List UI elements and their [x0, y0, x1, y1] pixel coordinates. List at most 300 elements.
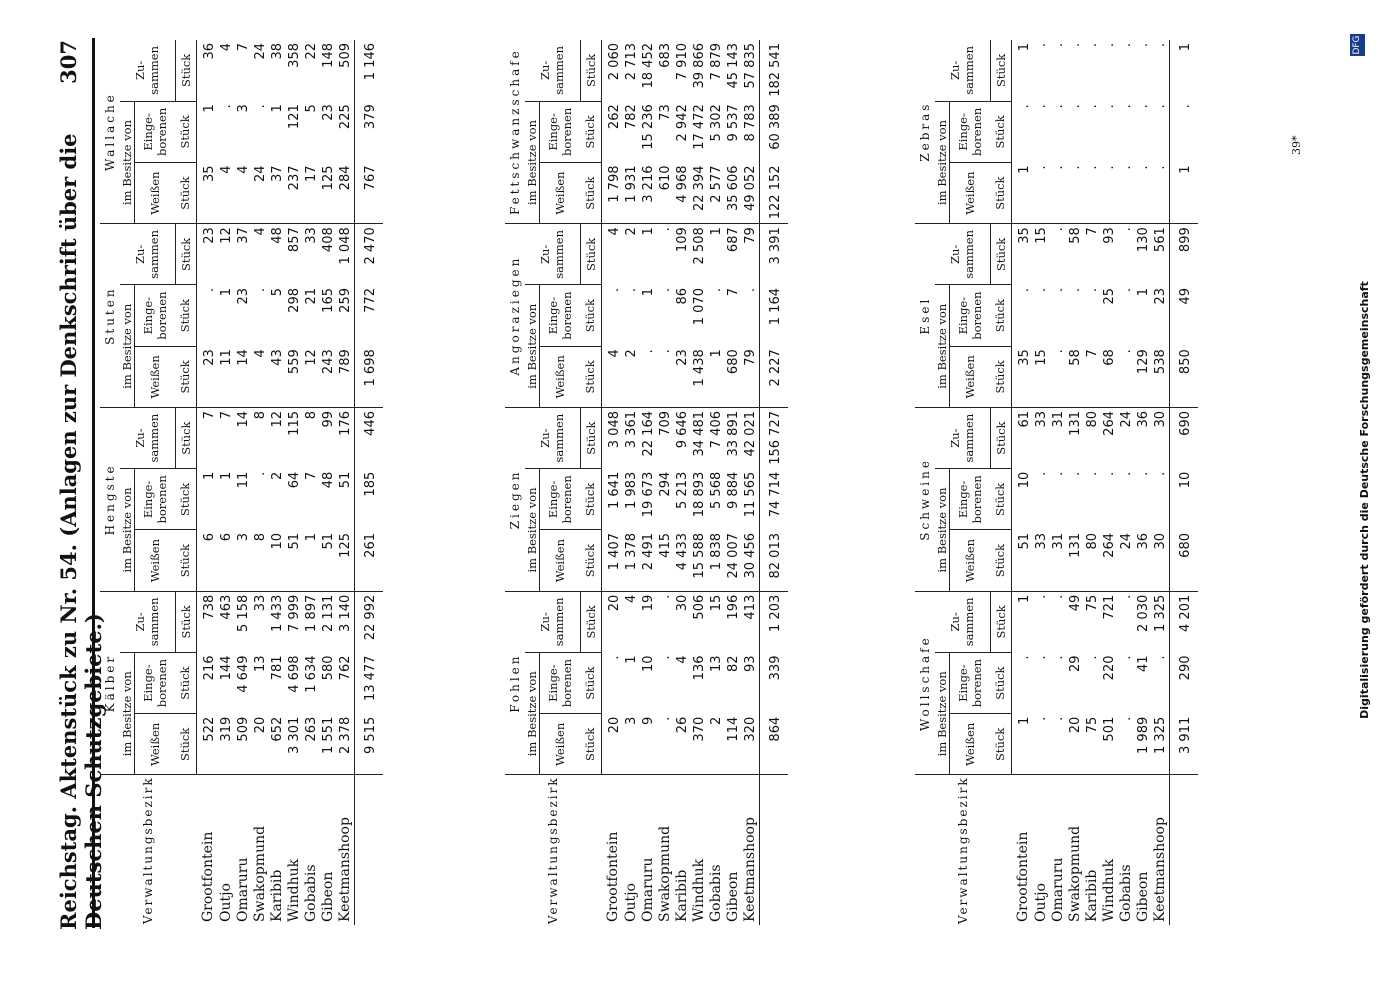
table-row — [252, 40, 269, 925]
besitz-header: im Besitze von — [120, 653, 135, 776]
cell-value: . — [201, 288, 217, 293]
cell-value: 1 897 — [303, 594, 319, 632]
cell-value: . — [1050, 471, 1066, 476]
cell-value: 7 — [725, 288, 741, 297]
cell-value: 4 — [674, 655, 690, 664]
unit-header: Stück — [990, 40, 1011, 101]
weissen-header: Weißen — [540, 530, 581, 591]
district-name: Swakopmund — [1067, 775, 1084, 925]
cell-value: . — [1067, 104, 1083, 109]
cell-value: 33 891 — [725, 411, 741, 457]
cell-value: 31 — [1050, 530, 1067, 591]
cell-value: 12 — [218, 227, 234, 244]
cell-value: 121 — [286, 104, 302, 130]
cell-value: 33 — [1033, 411, 1049, 428]
cell-value: 22 394 — [691, 163, 708, 224]
district-name: Keetmanshoop — [742, 775, 760, 925]
cell-value: 463 — [218, 594, 234, 620]
table-row — [623, 40, 640, 925]
cell-value: 15 236 — [640, 104, 656, 150]
district-name: Gobabis — [303, 775, 320, 925]
total-value: 1 — [1169, 40, 1198, 101]
cell-value: 75 — [1084, 594, 1100, 612]
cell-value: 1 048 — [337, 227, 353, 265]
zusammen-header: Zu-sammen — [525, 591, 580, 652]
cell-value: 51 — [337, 471, 353, 489]
cell-value: . — [1067, 43, 1083, 48]
cell-value: . — [1033, 288, 1049, 293]
cell-value: 24 007 — [725, 530, 742, 591]
cell-value: . — [1050, 594, 1066, 599]
group-header: Fohlen — [505, 591, 525, 775]
cell-value: 136 — [691, 655, 707, 681]
total-value: 1 164 — [759, 285, 788, 346]
cell-value: 782 — [623, 104, 639, 130]
cell-value: 6 — [196, 530, 218, 591]
cell-value: 23 — [1152, 288, 1168, 305]
cell-value: 22 — [303, 43, 319, 60]
total-value: 4 201 — [1169, 591, 1198, 652]
cell-value: 30 — [674, 594, 690, 612]
table-row — [303, 40, 320, 925]
cell-value: 129 — [1135, 346, 1152, 407]
cell-value: 3 301 — [286, 714, 303, 775]
district-name: Grootfontein — [196, 775, 218, 925]
cell-value: 216 — [201, 655, 217, 681]
cell-value: . — [1067, 471, 1083, 476]
cell-value: 680 — [725, 346, 742, 407]
group-header: Stuten — [100, 224, 120, 408]
digitization-note: Digitalisierung gefördert durch die Deutsche Forschungsgemeinschaft — [1358, 281, 1371, 719]
total-value: 1 698 — [354, 346, 383, 407]
cell-value: 1 641 — [606, 471, 622, 509]
cell-value: 2 060 — [606, 43, 622, 81]
district-name: Omaruru — [640, 775, 657, 925]
group-header: Kälber — [100, 591, 120, 775]
eingeborenen-header: Einge-borenen — [135, 285, 176, 346]
cell-value: 30 — [1152, 530, 1170, 591]
cell-value: . — [1135, 163, 1152, 224]
group-header: Wallache — [100, 40, 120, 224]
district-name: Swakopmund — [252, 775, 269, 925]
cell-value: . — [1033, 104, 1049, 109]
table-row — [235, 40, 252, 925]
cell-value: 501 — [1101, 714, 1118, 775]
totals-row — [1169, 40, 1198, 925]
cell-value: 14 — [235, 346, 252, 407]
total-value: 680 — [1169, 530, 1198, 591]
cell-value: 4 — [235, 163, 252, 224]
cell-value: 176 — [337, 411, 353, 436]
cell-value: 9 646 — [674, 411, 690, 449]
cell-value: . — [1050, 104, 1066, 109]
cell-value: 1 798 — [601, 163, 623, 224]
cell-value: 24 — [252, 163, 269, 224]
cell-value: 26 — [674, 714, 691, 775]
besitz-header: im Besitze von — [120, 285, 135, 408]
cell-value: 48 — [320, 471, 336, 489]
cell-value: 2 942 — [674, 104, 690, 142]
total-value: . — [1169, 101, 1198, 162]
cell-value: 82 — [725, 655, 741, 673]
total-value: 185 — [354, 469, 383, 530]
cell-value: 93 — [742, 655, 758, 673]
cell-value: 48 — [269, 227, 285, 244]
unit-header: Stück — [990, 469, 1011, 530]
eingeborenen-header: Einge-borenen — [135, 101, 176, 162]
cell-value: 1 — [201, 104, 217, 113]
besitz-header: im Besitze von — [120, 469, 135, 592]
cell-value: . — [1084, 288, 1100, 293]
total-value: 2 227 — [759, 346, 788, 407]
cell-value: 509 — [337, 43, 353, 68]
table-row — [674, 40, 691, 925]
cell-value: 1 — [708, 227, 724, 236]
cell-value: 7 999 — [286, 594, 302, 632]
cell-value: . — [640, 346, 657, 407]
cell-value: 319 — [218, 714, 235, 775]
cell-value: . — [657, 227, 673, 232]
total-value: 9 515 — [354, 714, 383, 775]
cell-value: 165 — [320, 288, 336, 313]
cell-value: . — [1033, 655, 1049, 660]
unit-header: Stück — [580, 224, 601, 285]
unit-header: Stück — [580, 530, 601, 591]
cell-value: 721 — [1101, 594, 1117, 620]
table-row — [1084, 40, 1101, 925]
cell-value: 10 — [1016, 471, 1032, 489]
cell-value: . — [1016, 655, 1032, 660]
district-name: Grootfontein — [601, 775, 623, 925]
cell-value: 683 — [657, 43, 673, 68]
total-value: 182 541 — [759, 40, 788, 101]
cell-value: 33 — [1033, 530, 1050, 591]
cell-value: 196 — [725, 594, 741, 620]
bezirk-header: Verwaltungsbezirk — [505, 775, 601, 925]
cell-value: 24 — [1118, 411, 1134, 428]
unit-header: Stück — [175, 163, 196, 224]
cell-value: 5 — [303, 104, 319, 113]
total-value: 82 013 — [759, 530, 788, 591]
unit-header: Stück — [580, 163, 601, 224]
cell-value: 1 989 — [1135, 714, 1152, 775]
total-value: 767 — [354, 163, 383, 224]
cell-value: 1 — [303, 530, 320, 591]
cell-value: 1 325 — [1152, 714, 1170, 775]
cell-value: 2 508 — [691, 227, 707, 265]
total-value: 49 — [1169, 285, 1198, 346]
cell-value: 4 433 — [674, 530, 691, 591]
cell-value: . — [1033, 594, 1049, 599]
cell-value: 1 — [1016, 43, 1032, 52]
cell-value: 42 021 — [742, 411, 758, 457]
cell-value: . — [1067, 163, 1084, 224]
cell-value: 86 — [674, 288, 690, 305]
district-name: Outjo — [218, 775, 235, 925]
cell-value: 415 — [657, 530, 674, 591]
unit-header: Stück — [175, 530, 196, 591]
unit-header: Stück — [175, 101, 196, 162]
unit-header: Stück — [175, 714, 196, 775]
totals-row — [354, 40, 383, 925]
besitz-header: im Besitze von — [120, 101, 135, 224]
zusammen-header: Zu-sammen — [935, 408, 990, 469]
unit-header: Stück — [990, 224, 1011, 285]
cell-value: . — [1118, 346, 1135, 407]
cell-value: 75 — [1084, 714, 1101, 775]
cell-value: . — [1101, 43, 1117, 48]
cell-value: 1 — [623, 655, 639, 664]
cell-value: 4 — [623, 594, 639, 604]
cell-value: 3 — [235, 104, 251, 113]
unit-header: Stück — [580, 591, 601, 652]
total-value: 1 146 — [354, 40, 383, 101]
cell-value: . — [1118, 471, 1134, 476]
cell-value: 262 — [606, 104, 622, 130]
unit-header: Stück — [580, 653, 601, 714]
cell-value: 4 968 — [674, 163, 691, 224]
cell-value: 7 — [1084, 346, 1101, 407]
unit-header: Stück — [990, 714, 1011, 775]
unit-header: Stück — [580, 346, 601, 407]
unit-header: Stück — [580, 714, 601, 775]
cell-value: 11 565 — [742, 471, 758, 518]
cell-value: . — [1016, 104, 1032, 109]
cell-value: 6 — [218, 530, 235, 591]
page-number: 307 — [56, 40, 81, 84]
cell-value: 5 — [269, 288, 285, 297]
cell-value: . — [1050, 288, 1066, 293]
total-value: 290 — [1169, 653, 1198, 714]
cell-value: 1 551 — [320, 714, 337, 775]
weissen-header: Weißen — [540, 714, 581, 775]
cell-value: 857 — [286, 227, 302, 253]
bezirk-header: Verwaltungsbezirk — [100, 775, 196, 925]
cell-value: . — [1084, 471, 1100, 476]
cell-value: 57 835 — [742, 43, 758, 89]
cell-value: 3 361 — [623, 411, 639, 449]
district-name: Karibib — [269, 775, 286, 925]
cell-value: 37 — [269, 163, 286, 224]
table-row — [320, 40, 337, 925]
cell-value: 1 838 — [708, 530, 725, 591]
cell-value: 35 — [1011, 346, 1033, 407]
page-mark: 39* — [1290, 135, 1303, 155]
cell-value: 370 — [691, 714, 708, 775]
table-row — [742, 40, 760, 925]
weissen-header: Weißen — [950, 530, 991, 591]
cell-value: 2 577 — [708, 163, 725, 224]
cell-value: 8 — [252, 411, 268, 420]
cell-value: 264 — [1101, 411, 1117, 436]
unit-header: Stück — [175, 469, 196, 530]
cell-value: 23 — [235, 288, 251, 305]
total-value: 22 992 — [354, 591, 383, 652]
district-name: Keetmanshoop — [1152, 775, 1170, 925]
cell-value: 5 302 — [708, 104, 724, 142]
besitz-header: im Besitze von — [525, 469, 540, 592]
cell-value: . — [1118, 288, 1134, 293]
eingeborenen-header: Einge-borenen — [540, 285, 581, 346]
table-row — [1101, 40, 1118, 925]
table-row — [601, 40, 623, 925]
cell-value: . — [1118, 163, 1135, 224]
cell-value: 298 — [286, 288, 302, 313]
weissen-header: Weißen — [135, 530, 176, 591]
cell-value: 259 — [337, 288, 353, 313]
total-value: 122 152 — [759, 163, 788, 224]
table-row — [1050, 40, 1067, 925]
cell-value: 130 — [1135, 227, 1151, 253]
cell-value: . — [657, 655, 673, 660]
eingeborenen-header: Einge-borenen — [540, 653, 581, 714]
cell-value: 1 — [1135, 288, 1151, 297]
cell-value: 7 879 — [708, 43, 724, 81]
cell-value: 1 378 — [623, 530, 640, 591]
cell-value: 41 — [1135, 655, 1151, 673]
cell-value: 58 — [1067, 227, 1083, 244]
cell-value: . — [1152, 471, 1168, 476]
cell-value: . — [1101, 163, 1118, 224]
cell-value: . — [606, 655, 622, 660]
besitz-header: im Besitze von — [935, 285, 950, 408]
cell-value: 17 472 — [691, 104, 707, 150]
cell-value: 61 — [1016, 411, 1032, 428]
cell-value: 125 — [320, 163, 337, 224]
cell-value: . — [252, 104, 268, 109]
district-name: Gibeon — [1135, 775, 1152, 925]
cell-value: 36 — [201, 43, 217, 60]
cell-value: 762 — [337, 655, 353, 681]
zusammen-header: Zu-sammen — [120, 224, 175, 285]
unit-header: Stück — [580, 40, 601, 101]
unit-header: Stück — [990, 591, 1011, 652]
table-row — [691, 40, 708, 925]
cell-value: 36 — [1135, 530, 1152, 591]
cell-value: 561 — [1152, 227, 1168, 253]
cell-value: 4 649 — [235, 655, 251, 693]
cell-value: 31 — [1050, 411, 1066, 428]
cell-value: . — [657, 714, 674, 775]
cell-value: 25 — [1101, 288, 1117, 305]
cell-value: 51 — [320, 530, 337, 591]
cell-value: 2 — [623, 346, 640, 407]
zusammen-header: Zu-sammen — [935, 40, 990, 101]
cell-value: 14 — [235, 411, 251, 428]
cell-value: . — [218, 104, 234, 109]
cell-value: 33 — [303, 227, 319, 244]
cell-value: 1 — [1016, 594, 1032, 604]
zusammen-header: Zu-sammen — [525, 408, 580, 469]
zusammen-header: Zu-sammen — [525, 40, 580, 101]
livestock-table — [915, 40, 1198, 925]
weissen-header: Weißen — [135, 714, 176, 775]
cell-value: 11 — [218, 346, 235, 407]
cell-value: . — [1118, 104, 1134, 109]
cell-value: 4 — [601, 346, 623, 407]
cell-value: 51 — [1011, 530, 1033, 591]
district-name: Windhuk — [1101, 775, 1118, 925]
cell-value: 225 — [337, 104, 353, 130]
table-row — [640, 40, 657, 925]
cell-value: 19 673 — [640, 471, 656, 518]
cell-value: 1 — [269, 104, 285, 113]
weissen-header: Weißen — [950, 714, 991, 775]
cell-value: 23 — [674, 346, 691, 407]
cell-value: 51 — [286, 530, 303, 591]
cell-value: 264 — [1101, 530, 1118, 591]
totals-label — [759, 775, 788, 925]
cell-value: 1 — [640, 227, 656, 236]
cell-value: 7 — [235, 43, 251, 52]
weissen-header: Weißen — [950, 163, 991, 224]
district-name: Windhuk — [286, 775, 303, 925]
besitz-header: im Besitze von — [525, 653, 540, 776]
unit-header: Stück — [175, 591, 196, 652]
total-value: 261 — [354, 530, 383, 591]
cell-value: 7 406 — [708, 411, 724, 449]
cell-value: 115 — [286, 411, 302, 436]
cell-value: . — [1118, 655, 1134, 660]
total-value: 13 477 — [354, 653, 383, 714]
unit-header: Stück — [990, 285, 1011, 346]
unit-header: Stück — [175, 346, 196, 407]
cell-value: 125 — [337, 530, 355, 591]
cell-value: . — [1101, 471, 1117, 476]
district-name: Gobabis — [1118, 775, 1135, 925]
cell-value: 35 606 — [725, 163, 742, 224]
cell-value: . — [1016, 288, 1032, 293]
cell-value: . — [1033, 163, 1050, 224]
cell-value: 20 — [1067, 714, 1084, 775]
cell-value: . — [1152, 43, 1168, 48]
cell-value: 36 — [1135, 411, 1151, 428]
table-row — [196, 40, 218, 925]
total-value: 10 — [1169, 469, 1198, 530]
district-name: Omaruru — [235, 775, 252, 925]
unit-header: Stück — [990, 408, 1011, 469]
cell-value: 3 — [235, 530, 252, 591]
cell-value: 20 — [606, 594, 622, 612]
cell-value: 39 866 — [691, 43, 707, 89]
cell-value: 45 143 — [725, 43, 741, 89]
total-value: 864 — [759, 714, 788, 775]
table-row — [708, 40, 725, 925]
eingeborenen-header: Einge-borenen — [540, 469, 581, 530]
cell-value: 8 783 — [742, 104, 758, 142]
cell-value: 243 — [320, 346, 337, 407]
unit-header: Stück — [580, 469, 601, 530]
zusammen-header: Zu-sammen — [935, 591, 990, 652]
unit-header: Stück — [580, 285, 601, 346]
cell-value: 738 — [201, 594, 217, 620]
unit-header: Stück — [175, 224, 196, 285]
cell-value: . — [1101, 104, 1117, 109]
cell-value: . — [657, 594, 673, 599]
cell-value: 24 — [252, 43, 268, 60]
cell-value: . — [1050, 655, 1066, 660]
cell-value: . — [1152, 655, 1168, 660]
district-name: Karibib — [1084, 775, 1101, 925]
cell-value: 13 — [252, 655, 268, 673]
cell-value: 5 213 — [674, 471, 690, 509]
cell-value: . — [1135, 104, 1151, 109]
table-row — [337, 40, 355, 925]
table-row — [1033, 40, 1050, 925]
table-row — [725, 40, 742, 925]
cell-value: 114 — [725, 714, 742, 775]
totals-label — [1169, 775, 1198, 925]
